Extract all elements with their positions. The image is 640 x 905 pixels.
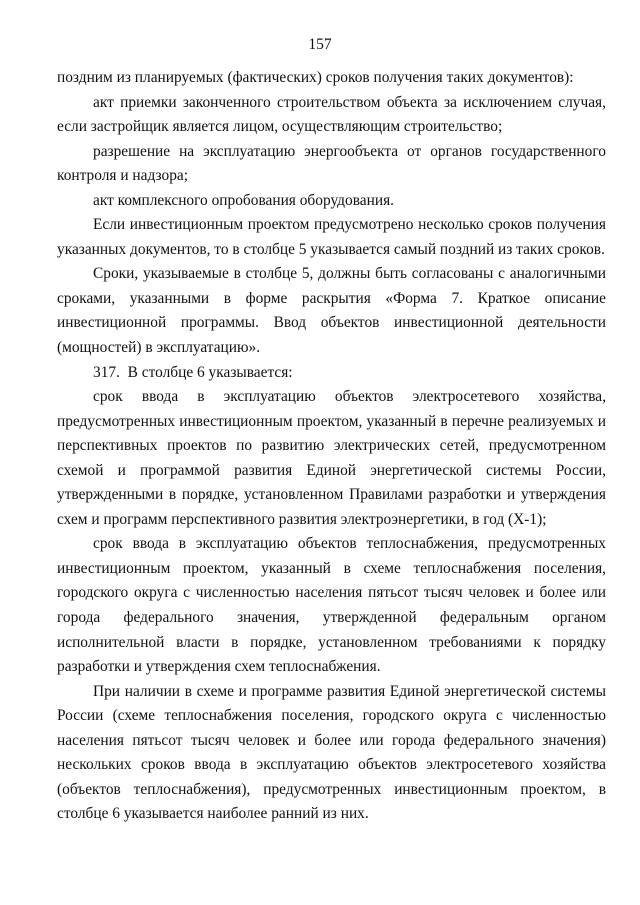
paragraph-continuation: поздним из планируемых (фактических) сроков получения таких документов): bbox=[57, 69, 574, 86]
paragraph-grid-commissioning: срок ввода в эксплуатацию объектов электросетевого хозяйства, предусмотренных инвестиционным проектом, указанный в перечне реализуемых и перспективных проектов по развитию электрических сетей, предусмотренном схемой и программой развития Единой энергетической системы России, утвержденными в порядке, установленном Правилами разработки и утверждения схем и программ перспективного развития электроэнергетики, в год (X-1); bbox=[57, 388, 606, 528]
paragraph-earliest-deadline: При наличии в схеме и программе развития Единой энергетической системы России (схеме теплоснабжения поселения, городского округа с численностью населения пятьсот тысяч человек и более или города федерального значения) нескольких сроков ввода в эксплуатацию объектов электросетевого хозяйства (объектов теплоснабжения), предусмотренных инвестиционным проектом, в столбце 6 указывается наиболее ранний из них. bbox=[57, 682, 606, 823]
paragraph-acceptance-act: акт приемки законченного строительством объекта за исключением случая, если застройщик является лицом, осуществляющим строительство; bbox=[57, 93, 606, 136]
paragraph-column-5-agreement: Сроки, указываемые в столбце 5, должны быть согласованы с аналогичными сроками, указанными в форме раскрытия «Форма 7. Краткое описание инвестиционной программы. Ввод объектов инвестиционной деятельности (мощностей) в эксплуатацию». bbox=[57, 265, 606, 357]
paragraph-heat-commissioning: срок ввода в эксплуатацию объектов теплоснабжения, предусмотренных инвестиционным проектом, указанный в схеме теплоснабжения поселения, городского округа с численностью населения пятьсот тысяч человек и более или города федерального значения, утвержденной федеральным органом исполнительной власти в порядке, установленном требованиями к порядку разработки и утверждения схем теплоснабжения. bbox=[57, 535, 606, 676]
paragraph-several-deadlines: Если инвестиционным проектом предусмотрено несколько сроков получения указанных документов, то в столбце 5 указывается самый поздний из таких сроков. bbox=[57, 216, 606, 258]
page-number: 157 bbox=[308, 36, 332, 53]
paragraph-testing-act: акт комплексного опробования оборудования. bbox=[93, 191, 394, 209]
page-body bbox=[57, 66, 606, 827]
paragraph-section-317: 317. В столбце 6 указывается: bbox=[93, 363, 293, 381]
paragraph-operation-permit: разрешение на эксплуатацию энергообъекта от органов государственного контроля и надзора; bbox=[57, 142, 606, 185]
